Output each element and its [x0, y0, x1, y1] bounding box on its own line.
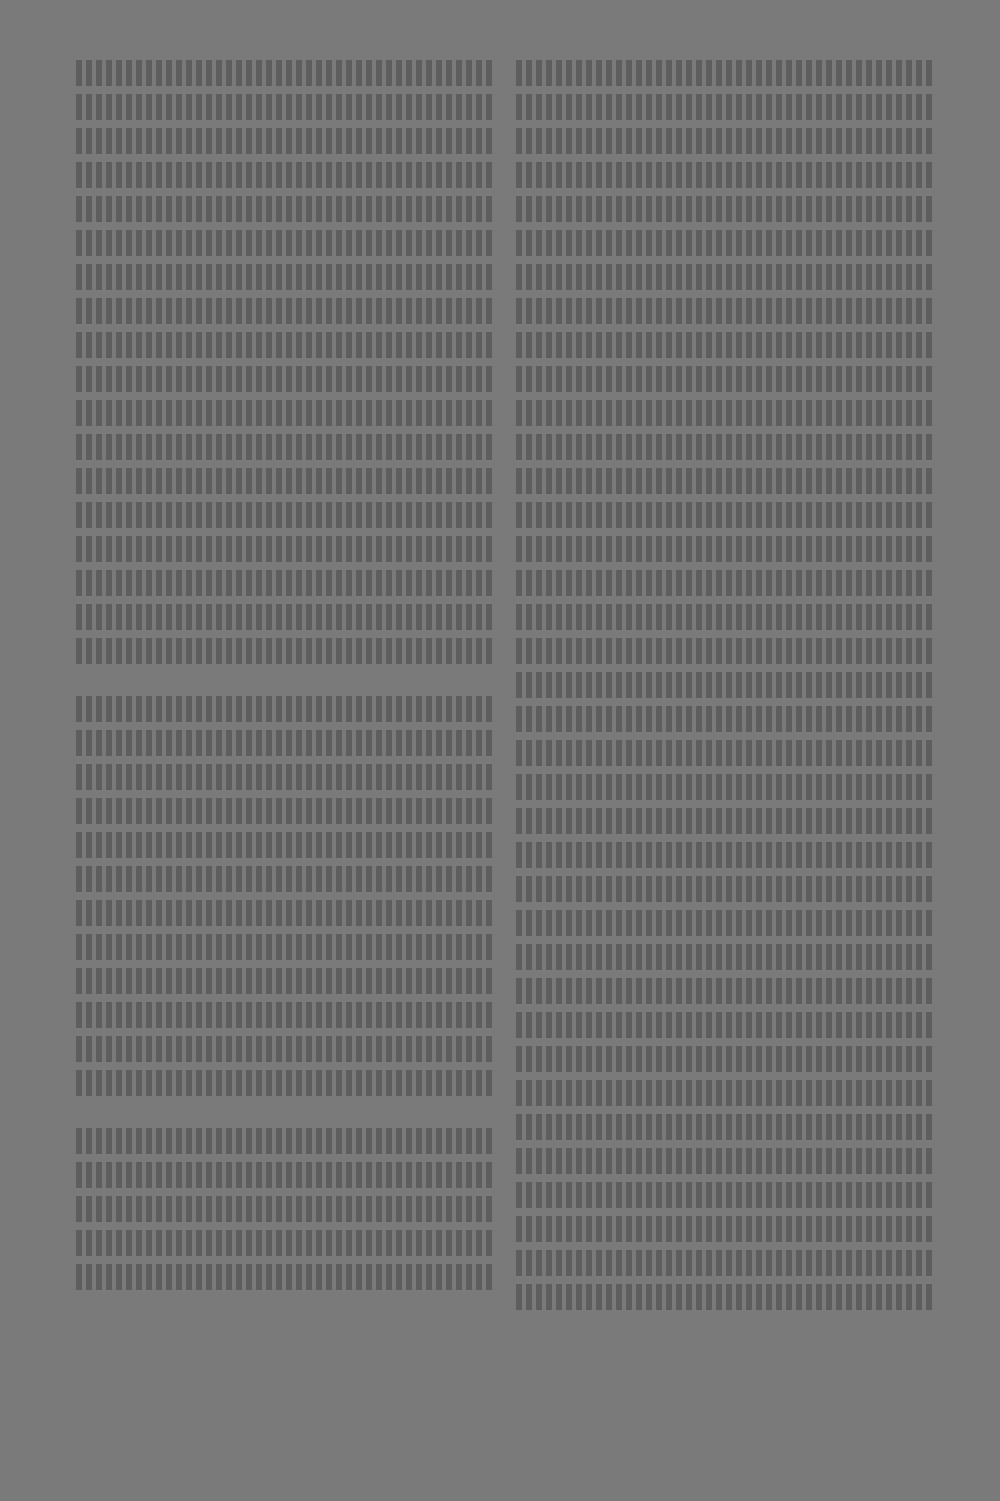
- text-line: [76, 730, 496, 756]
- text-line: [516, 876, 936, 902]
- text-line: [76, 604, 496, 630]
- text-line: [76, 230, 496, 256]
- text-line: [76, 798, 496, 824]
- text-line: [516, 672, 936, 698]
- text-line: [76, 298, 496, 324]
- text-line: [516, 604, 936, 630]
- text-line: [76, 366, 496, 392]
- text-line: [76, 1162, 496, 1188]
- text-line: [76, 332, 496, 358]
- text-line: [516, 94, 936, 120]
- text-line: [516, 1216, 936, 1242]
- text-line: [516, 1182, 936, 1208]
- text-line: [516, 910, 936, 936]
- text-line: [516, 1284, 936, 1310]
- text-line: [516, 264, 936, 290]
- text-line: [516, 196, 936, 222]
- text-line: [516, 332, 936, 358]
- text-line: [516, 366, 936, 392]
- text-line: [76, 696, 496, 722]
- text-line: [516, 400, 936, 426]
- text-line: [516, 162, 936, 188]
- text-line: [516, 740, 936, 766]
- text-line: [76, 94, 496, 120]
- paragraph-gap: [76, 1104, 496, 1128]
- text-line: [76, 162, 496, 188]
- text-line: [516, 434, 936, 460]
- text-line: [76, 1264, 496, 1290]
- text-line: [76, 400, 496, 426]
- text-line: [76, 968, 496, 994]
- text-line: [76, 60, 496, 86]
- text-line: [76, 1002, 496, 1028]
- text-line: [516, 1080, 936, 1106]
- text-line: [76, 536, 496, 562]
- text-line: [516, 706, 936, 732]
- text-line: [516, 978, 936, 1004]
- text-line: [516, 60, 936, 86]
- text-line: [76, 570, 496, 596]
- text-line: [516, 944, 936, 970]
- text-line: [76, 468, 496, 494]
- text-line: [516, 808, 936, 834]
- text-line: [76, 434, 496, 460]
- text-line: [516, 1148, 936, 1174]
- text-line: [516, 1046, 936, 1072]
- text-line: [76, 502, 496, 528]
- text-line: [76, 128, 496, 154]
- text-line: [516, 1012, 936, 1038]
- text-line: [516, 638, 936, 664]
- text-line: [76, 866, 496, 892]
- text-column-right: [516, 60, 936, 1370]
- text-line: [516, 1114, 936, 1140]
- text-line: [516, 842, 936, 868]
- text-line: [76, 1036, 496, 1062]
- paragraph-gap: [76, 672, 496, 696]
- text-line: [76, 638, 496, 664]
- text-line: [76, 1128, 496, 1154]
- text-line: [516, 468, 936, 494]
- text-line: [516, 536, 936, 562]
- text-line: [76, 1070, 496, 1096]
- text-line: [76, 1230, 496, 1256]
- text-line: [516, 774, 936, 800]
- text-line: [516, 298, 936, 324]
- text-line: [516, 128, 936, 154]
- text-line: [516, 1250, 936, 1276]
- text-line: [516, 570, 936, 596]
- text-column-left: [76, 60, 496, 1370]
- text-line: [516, 502, 936, 528]
- text-line: [76, 900, 496, 926]
- text-line: [76, 832, 496, 858]
- text-line: [516, 230, 936, 256]
- text-line: [76, 196, 496, 222]
- text-line: [76, 264, 496, 290]
- text-line: [76, 764, 496, 790]
- text-line: [76, 934, 496, 960]
- text-line: [76, 1196, 496, 1222]
